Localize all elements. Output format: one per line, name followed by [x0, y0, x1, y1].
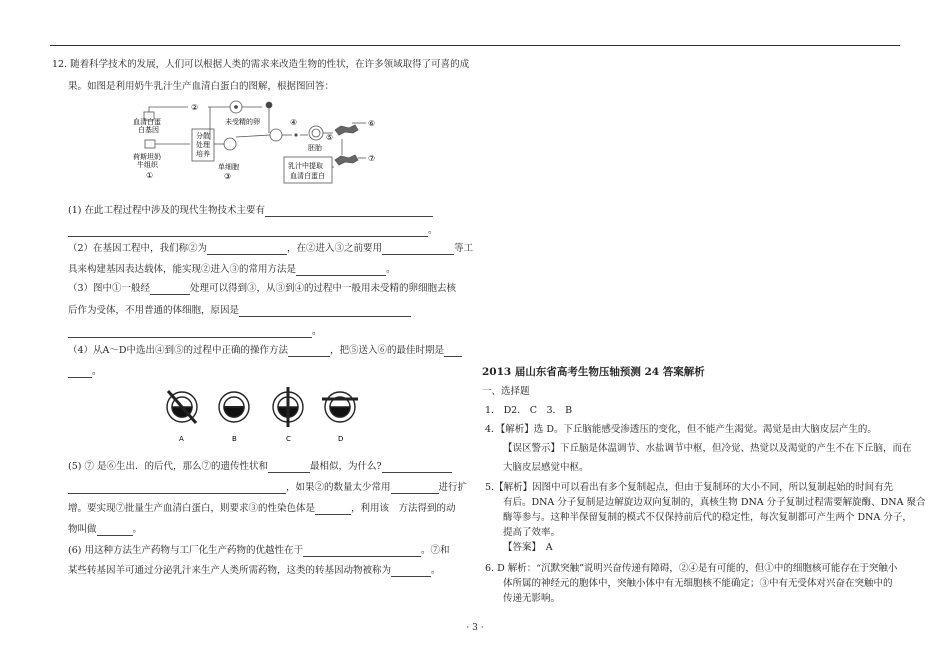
page-number: · 3 · — [466, 623, 484, 633]
cow-tissue-label-1: 荷斯坦奶 — [133, 153, 161, 161]
process-label-2: 处理 — [196, 141, 210, 149]
option-b-label: B — [232, 435, 237, 443]
answer-4-line2: 【误区警示】下丘脑是体温调节、水盐调节中枢，但冷觉、热觉以及渴觉的产生不在下丘脑，而在 — [503, 443, 912, 454]
q3-blank-1[interactable] — [150, 284, 190, 295]
q3-line1: （3）图中①一般经 处理可以得到③，从③到④的过程中一般用未受精的卵细胞去核 — [68, 283, 457, 294]
transgenic-cow-diagram — [130, 95, 400, 197]
q6-blank-1[interactable] — [303, 546, 421, 557]
answer-5-line3: 酶等参与。这种半保留复制的模式不仅保持前后代的稳定性，每次复制都可产生两个 DNA 分子， — [503, 512, 912, 523]
q2-blank-1[interactable] — [207, 244, 287, 255]
q3-line2: 后作为受体，不用普通的体细胞，原因是 — [68, 305, 411, 317]
answer-5-line2: 有后。DNA 分子复制是边解旋边双向复制的，真核生物 DNA 分子复制过程需要解旋酶、DNA 聚合 — [503, 497, 926, 508]
answer-6-line2: 体所属的神经元的胞体中，突触小体中有无细胞核不能确定；③中有无受体对兴奋在突触中的 — [503, 578, 893, 589]
label-embryo: 胚胎 — [308, 144, 322, 152]
label-circle-7: ⑦ — [368, 154, 376, 163]
q4-line1: （4）从A～D中选出④到⑤的过程中正确的操作方法 ，把⑤送入⑥的最佳时期是 — [68, 345, 462, 357]
gene-label-2: 白基因 — [138, 126, 159, 134]
arrow-gene-to-plasmid — [149, 107, 188, 112]
q1-line1: (1) 在此工程过程中涉及的现代生物技术主要有 — [68, 205, 433, 217]
cow-silhouette-7 — [335, 155, 358, 165]
option-d-figure — [322, 392, 358, 422]
label-unfertilized-egg: 未受精的卵 — [225, 118, 260, 126]
q1-line2: 。 — [68, 225, 438, 237]
q2-blank-2[interactable] — [382, 244, 454, 255]
q5-line2: ，如果②的数量太少常用 进行扩 — [68, 482, 467, 494]
label-circle-4: ④ — [290, 118, 298, 127]
option-a-figure — [167, 391, 197, 423]
q3-blank-3[interactable] — [68, 327, 312, 338]
q6-line1: (6) 用这种方法生产药物与工厂化生产药物的优越性在于 。⑦和 — [68, 545, 450, 556]
label-circle-5: ⑤ — [326, 133, 334, 142]
q4-blank-3[interactable] — [68, 367, 92, 378]
option-a-label: A — [179, 435, 184, 443]
answer-6-line3: 传递无影响。 — [503, 593, 561, 604]
embryo-circle — [309, 126, 323, 140]
label-single-cell: 单细胞 — [218, 163, 239, 171]
q1-blank-1[interactable] — [265, 206, 433, 217]
process-label-3: 培养 — [196, 150, 210, 158]
answer-6-line1: 6. D 解析：“沉默突触”说明兴奋传递有障碍，②④是有可能的，但①中的细胞核可能存在于突触小 — [485, 563, 898, 574]
q2-blank-3[interactable] — [296, 265, 386, 276]
fused-cell — [270, 129, 282, 141]
answer-4-line1: 4．【解析】选 D。下丘脑能感受渗透压的变化，但不能产生渴觉。渴觉是由大脑皮层产生的。 — [485, 424, 877, 435]
answer-title: 2013 届山东省高考生物压轴预测 24 答案解析 — [482, 366, 705, 378]
q12-line2: 果。如图是利用奶牛乳汁生产血清白蛋白的图解，根据图回答： — [68, 81, 335, 92]
label-circle-3: ③ — [224, 172, 232, 181]
section-heading: 一、选择题 — [482, 386, 530, 397]
label-circle-1: ① — [146, 171, 154, 180]
option-c-label: C — [286, 435, 291, 443]
q3-blank-2[interactable] — [239, 306, 411, 317]
q2-line1: （2）在基因工程中，我们称②为 ，在②进入③之前要用 等工 — [68, 243, 474, 254]
q5-line3: 增。要实现⑦批量生产血清白蛋白，则要求③的性染色体是 ，利用该 方法得到的动 — [68, 503, 456, 514]
q5-line1: (5) ⑦ 是⑥生出．的后代，那么⑦的遗传性状和 最相似，为什么? — [68, 461, 452, 473]
option-d-label: D — [338, 435, 344, 443]
q5-blank-2[interactable] — [382, 462, 452, 473]
q5-blank-6[interactable] — [97, 525, 133, 536]
q5-blank-3[interactable] — [68, 483, 286, 494]
answer-5-line4: 提高了效率。 — [503, 527, 561, 538]
answer-1-3: 1． D2． C 3． B — [485, 405, 573, 416]
gene-label-1: 血清白蛋 — [133, 118, 161, 126]
q1-blank-2[interactable] — [68, 226, 428, 237]
egg-nucleus-dot — [266, 102, 272, 108]
option-c-figure — [273, 387, 303, 427]
single-cell — [224, 138, 236, 150]
q6-line2: 某些转基因羊可通过分泌乳汁来生产人类所需药物，这类的转基因动物被称为 。 — [68, 565, 441, 576]
extract-label-1: 乳汁中提取 — [288, 162, 323, 170]
q12-line1: 12. 随着科学技术的发展，人们可以根据人类的需求来改造生物的性状，在许多领域取得了可喜的成 — [52, 59, 470, 70]
q5-blank-4[interactable] — [391, 483, 439, 494]
q4-blank-2[interactable] — [444, 346, 462, 357]
cow-tissue-label-2: 牛组织 — [137, 161, 158, 169]
q3-line3: 。 — [68, 326, 322, 338]
answer-4-line3: 大脑皮层感觉中枢。 — [503, 462, 589, 473]
option-b-figure — [219, 392, 249, 422]
process-label-1: 分散 — [196, 132, 210, 140]
cow-silhouette-6 — [335, 125, 358, 135]
q5-line4: 物叫做 。 — [68, 524, 143, 535]
tissue-box — [145, 140, 155, 148]
embryo-cutting-options — [160, 385, 370, 445]
q6-blank-2[interactable] — [391, 566, 431, 577]
q2-line2: 具来构建基因表达载体，能实现②进入③的常用方法是 。 — [68, 264, 396, 275]
q5-blank-5[interactable] — [315, 504, 351, 515]
answer-5-line5: 【答案】 A — [503, 542, 553, 553]
label-circle-6: ⑥ — [368, 119, 376, 128]
answer-5-line1: 5.【解析】因图中可以看出有多个复制起点，但由于复制环的大小不同，所以复制起始的时间有先 — [485, 482, 894, 493]
extract-label-2: 血清白蛋白 — [290, 172, 325, 180]
q4-line2: 。 — [68, 366, 102, 378]
top-rule — [50, 45, 900, 46]
label-circle-2: ② — [191, 103, 199, 112]
q5-blank-1[interactable] — [268, 462, 310, 473]
q4-blank-1[interactable] — [288, 346, 330, 357]
